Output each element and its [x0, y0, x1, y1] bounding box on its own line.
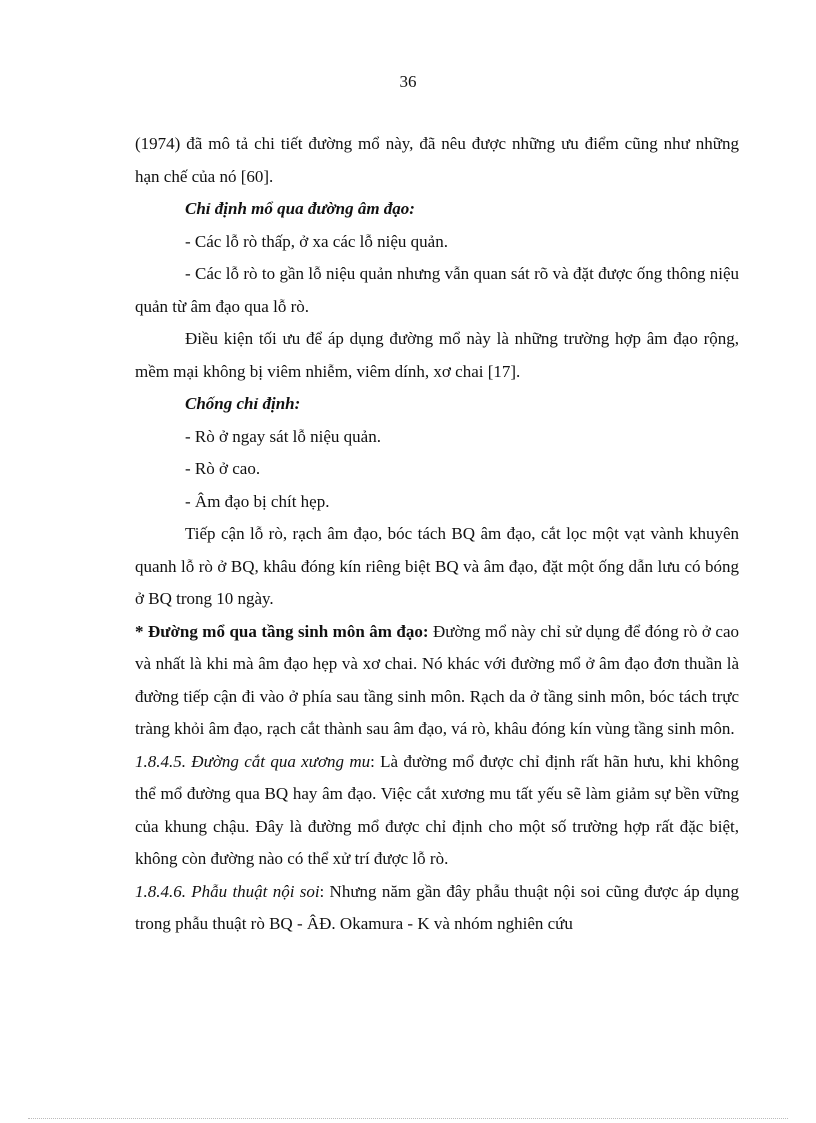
list-item: - Âm đạo bị chít hẹp. — [185, 491, 330, 511]
section-heading-contraindications: Chống chỉ định: — [185, 394, 301, 413]
section-heading-1-8-4-5: 1.8.4.5. Đường cắt qua xương mu — [135, 751, 371, 771]
perineal-approach-heading: * Đường mổ qua tầng sinh môn âm đạo: — [135, 621, 429, 641]
paragraph-pubic-approach — [135, 746, 739, 876]
laparoscopy-text: : Nhưng năm gần đây phẫu thuật nội soi cũng được áp dụng trong phẫu thuật rò BQ - ÂĐ. Okamura - K và nhóm nghiên cứu — [135, 881, 739, 933]
list-item: - Các lỗ rò to gần lỗ niệu quản nhưng vẫn quan sát rõ và đặt được ống thông niệu quản từ âm đạo qua lỗ rò. — [135, 264, 739, 316]
list-item: - Rò ở cao. — [185, 459, 261, 478]
perineal-approach-text: Đường mổ này chỉ sử dụng để đóng rò ở cao và nhất là khi mà âm đạo hẹp và xơ chai. Nó khác với đường mổ ở âm đạo đơn thuần là đường tiếp cận đi vào ở phía sau tầng sinh môn. Rạch da ở tầng sinh môn, bóc tách trực tràng khỏi âm đạo, rạch cắt thành sau âm đạo, vá rò, khâu đóng kín vùng tầng sinh môn. — [135, 621, 739, 738]
paragraph-intro: (1974) đã mô tả chi tiết đường mổ này, đã nêu được những ưu điểm cũng như những hạn chế của nó [60]. — [135, 134, 739, 186]
pubic-approach-text: : Là đường mổ được chỉ định rất hãn hưu, khi không thể mổ đường qua BQ hay âm đạo. Việc cắt xương mu tất yếu sẽ làm giảm sự bền vững của khung chậu. Đây là đường mổ được chỉ định cho một số trường hợp rất đặc biệt, không còn đường nào có thể xử trí được lỗ rò. — [135, 751, 739, 868]
page-number: 36 — [399, 72, 417, 91]
section-heading-indications: Chỉ định mổ qua đường âm đạo: — [185, 199, 415, 218]
paragraph-perineal-approach — [135, 616, 739, 746]
list-item: - Các lỗ rò thấp, ở xa các lỗ niệu quản. — [185, 231, 448, 251]
paragraph-conditions: Điều kiện tối ưu để áp dụng đường mổ này là những trường hợp âm đạo rộng, mềm mại không bị viêm nhiễm, viêm dính, xơ chai [17]. — [135, 329, 739, 381]
list-item: - Rò ở ngay sát lỗ niệu quản. — [185, 426, 381, 446]
paragraph-laparoscopy — [135, 876, 739, 941]
paragraph-procedure: Tiếp cận lỗ rò, rạch âm đạo, bóc tách BQ âm đạo, cắt lọc một vạt vành khuyên quanh lỗ rò ở BQ, khâu đóng kín riêng biệt BQ và âm đạo, đặt một ống dẫn lưu có bóng ở BQ trong 10 ngày. — [135, 524, 739, 608]
section-heading-1-8-4-6: 1.8.4.6. Phẫu thuật nội soi — [135, 881, 320, 901]
page-bottom-divider — [28, 1118, 788, 1119]
document-body — [135, 128, 739, 941]
